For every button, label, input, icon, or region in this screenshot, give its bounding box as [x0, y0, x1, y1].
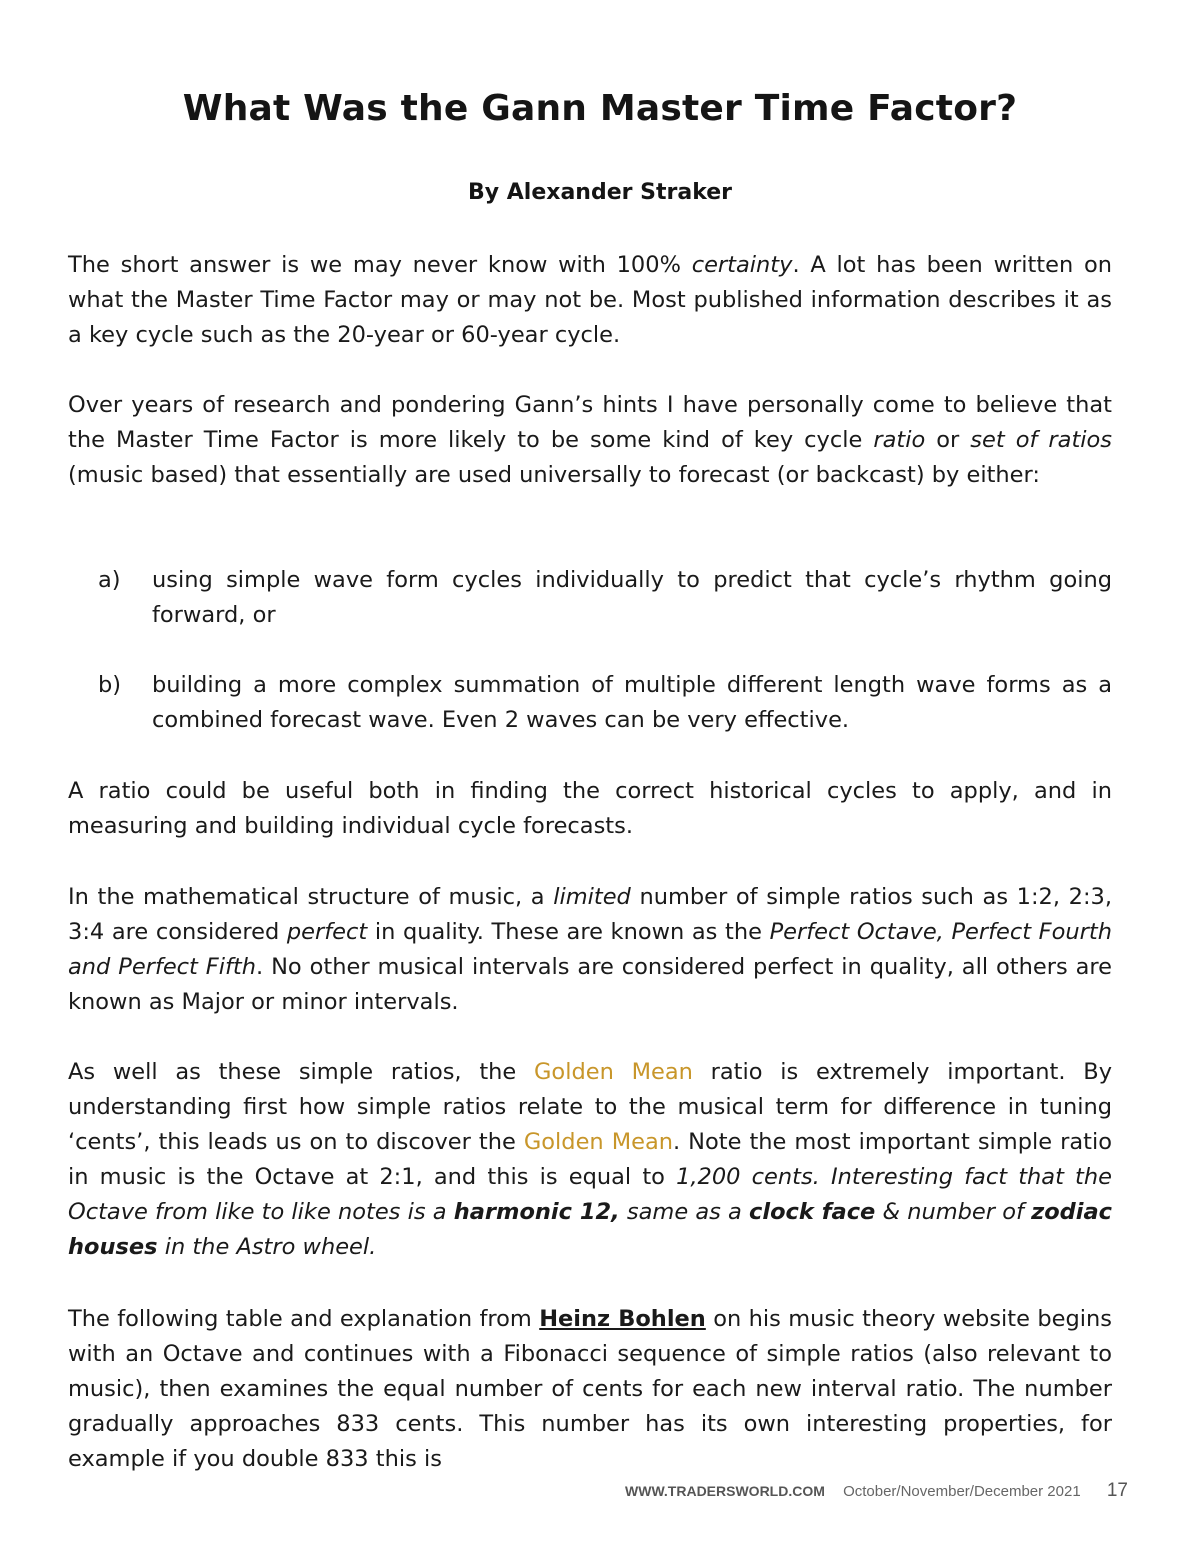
text-run: or: [925, 427, 971, 453]
golden-mean-highlight: Golden Mean: [534, 1059, 693, 1085]
list-item: [68, 563, 1112, 633]
heinz-bohlen-link[interactable]: Heinz Bohlen: [539, 1306, 706, 1332]
italic-set-of-ratios: set of ratios: [970, 427, 1113, 453]
text-run: . A lot has been written on what the Master Time Factor may or may not be. Most published information describes it as a key cycle such as the 20-year or 60-year cycle.: [68, 252, 1112, 348]
paragraph-intro: [68, 248, 1112, 353]
page-number: 17: [1106, 1480, 1128, 1501]
bold-italic-harmonic: harmonic 12,: [453, 1199, 620, 1225]
text-run: in quality. These are known as the: [367, 919, 770, 945]
italic-text-run: in the Astro wheel.: [157, 1234, 377, 1260]
article-byline: By Alexander Straker: [468, 180, 732, 205]
list-item-text: using simple wave form cycles individually to predict that cycle’s rhythm going forward, or: [152, 567, 1112, 628]
italic-text-run: & number of: [875, 1199, 1032, 1225]
text-run: The following table and explanation from: [68, 1306, 540, 1332]
italic-limited: limited: [553, 884, 631, 910]
bold-italic-clock-face: clock face: [749, 1199, 876, 1225]
text-run: The short answer is we may never know with 100%: [68, 252, 692, 278]
italic-text-run: same as a: [619, 1199, 750, 1225]
text-run: number of simple ratios such as 1:2, 2:3, 3:4 are considered: [68, 884, 1112, 945]
paragraph-bohlen-table: [68, 1302, 1112, 1477]
text-run: In the mathematical structure of music, a: [68, 884, 554, 910]
paragraph-ratio-usefulness: A ratio could be useful both in finding the correct historical cycles to apply, and in measuring and building individual cycle forecasts.: [68, 778, 1112, 839]
paragraph-music-structure: [68, 880, 1112, 1020]
paragraph-belief: [68, 388, 1112, 493]
article-title: What Was the Gann Master Time Factor?: [182, 88, 1018, 129]
text-run: . No other musical intervals are considered perfect in quality, all others are known as Major or minor intervals.: [68, 954, 1113, 1015]
forecast-methods-list: [68, 563, 1112, 738]
page-footer: [625, 1480, 1128, 1502]
text-run: (music based) that essentially are used universally to forecast (or backcast) by either:: [68, 462, 1040, 488]
italic-perfect: perfect: [286, 919, 368, 945]
text-run: . Note the most important simple ratio in music is the Octave at 2:1, and this is equal to: [68, 1129, 1112, 1190]
text-run: on his music theory website begins with an Octave and continues with a Fibonacci sequence of simple ratios (also relevant to music), then examines the equal number of cents for each new interval ratio. The number gradually approaches 833 cents. This number has its own interesting properties, for example if you double 833 this is: [68, 1306, 1112, 1472]
golden-mean-highlight: Golden Mean: [523, 1129, 674, 1155]
italic-certainty: certainty: [691, 252, 793, 278]
italic-text-run: . Interesting fact that the Octave from like to like notes is a: [68, 1164, 1112, 1225]
list-item-text: building a more complex summation of multiple different length wave forms as a combined forecast wave. Even 2 waves can be very effective.: [152, 672, 1112, 733]
paragraph-golden-mean: [68, 1055, 1112, 1265]
italic-cents: 1,200 cents: [676, 1164, 813, 1190]
text-run: Over years of research and pondering Gann’s hints I have personally come to believe that the Master Time Factor is more likely to be some kind of key cycle: [68, 392, 1112, 453]
text-run: As well as these simple ratios, the: [68, 1059, 534, 1085]
list-marker: b): [98, 672, 122, 698]
footer-website: WWW.TRADERSWORLD.COM: [625, 1483, 825, 1499]
bold-italic-zodiac: zodiac houses: [68, 1199, 1112, 1260]
italic-perfect-intervals: Perfect Octave, Perfect Fourth and Perfect Fifth: [68, 919, 1112, 980]
list-marker: a): [98, 567, 121, 593]
italic-ratio: ratio: [873, 427, 926, 453]
footer-issue-date: October/November/December 2021: [843, 1483, 1081, 1500]
text-run: ratio is extremely important. By understanding first how simple ratios relate to the musical term for difference in tuning ‘cents’, this leads us on to discover the: [68, 1059, 1113, 1155]
list-item: [68, 668, 1112, 738]
